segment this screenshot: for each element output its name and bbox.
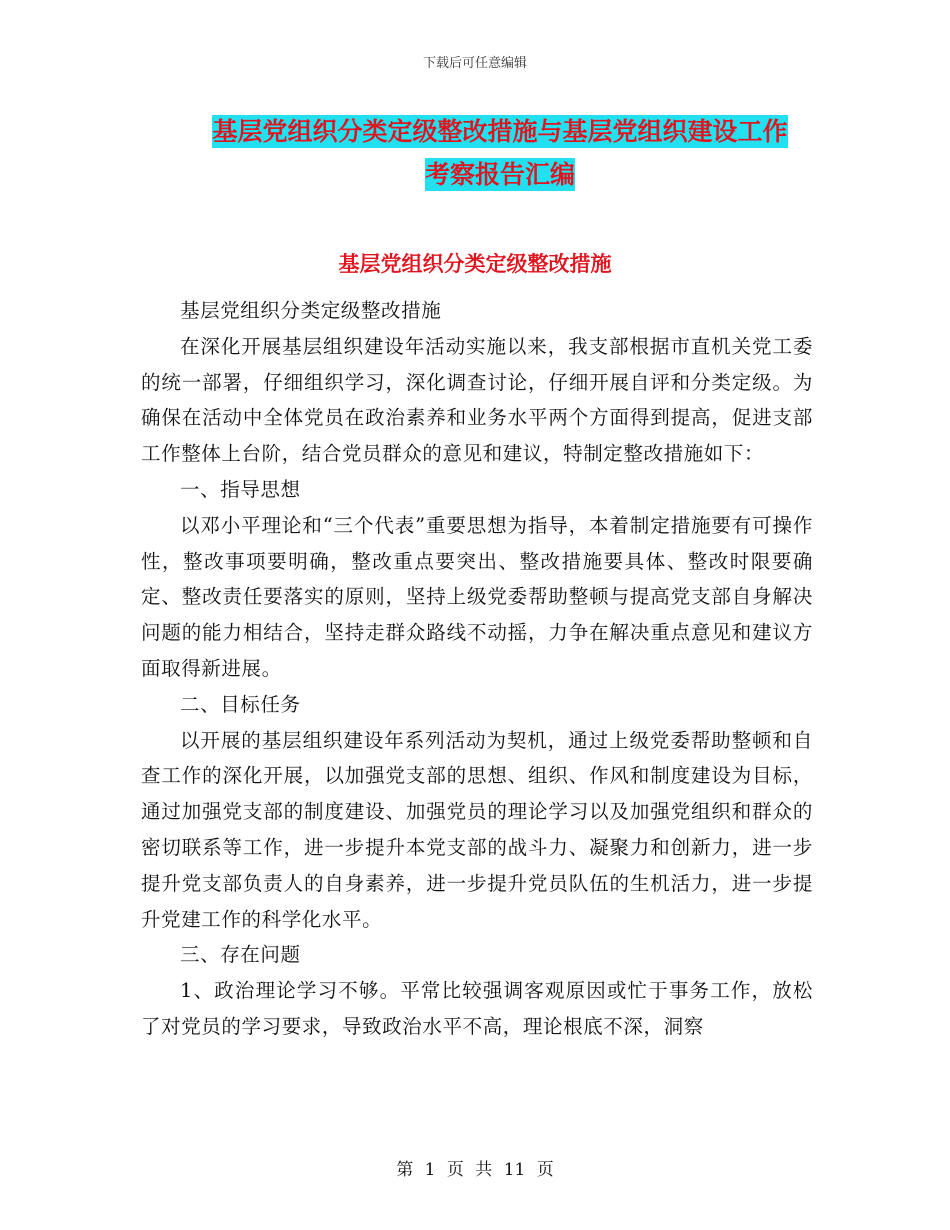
document-body [141, 293, 813, 1045]
section-title: 基层党组织分类定级整改措施 [338, 252, 612, 276]
paragraph: 以邓小平理论和“三个代表”重要思想为指导，本着制定措施要有可操作性，整改事项要明确，整改重点要突出、整改措施要具体、整改时限要确定、整改责任要落实的原则，坚持上级党委帮助整顿与提高党支部自身解决问题的能力相结合，坚持走群众路线不动摇，力争在解决重点意见和建议方面取得新进展。 [141, 513, 813, 680]
paragraph: 基层党组织分类定级整改措施 [180, 299, 442, 322]
document-title-line-2: 考察报告汇编 [424, 160, 575, 189]
paragraph: 在深化开展基层组织建设年活动实施以来，我支部根据市直机关党工委的统一部署，仔细组织学习，深化调查讨论，仔细开展自评和分类定级。为确保在活动中全体党员在政治素养和业务水平两个方面得到提高，促进支部工作整体上台阶，结合党员群众的意见和建议，特制定整改措施如下： [141, 334, 813, 466]
paragraph: 以开展的基层组织建设年系列活动为契机，通过上级党委帮助整顿和自查工作的深化开展，以加强党支部的思想、组织、作风和制度建设为目标，通过加强党支部的制度建设、加强党员的理论学习以及加强党组织和群众的密切联系等工作，进一步提升本党支部的战斗力、凝聚力和创新力，进一步提升党支部负责人的自身素养，进一步提升党员队伍的生机活力，进一步提升党建工作的科学化水平。 [141, 728, 813, 931]
header-note: 下载后可任意编辑 [422, 56, 527, 71]
paragraph: 1、政治理论学习不够。平常比较强调客观原因或忙于事务工作，放松了对党员的学习要求，导致政治水平不高，理论根底不深，洞察 [141, 979, 813, 1038]
document-title [150, 110, 850, 196]
heading-guiding-ideology: 一、指导思想 [180, 477, 301, 501]
heading-existing-problems: 三、存在问题 [180, 943, 301, 967]
document-title-line-1: 基层党组织分类定级整改措施与基层党组织建设工作 [212, 117, 788, 146]
page-number-footer: 第 1 页 共 11 页 [396, 1160, 554, 1180]
heading-goals-tasks: 二、目标任务 [180, 692, 301, 716]
